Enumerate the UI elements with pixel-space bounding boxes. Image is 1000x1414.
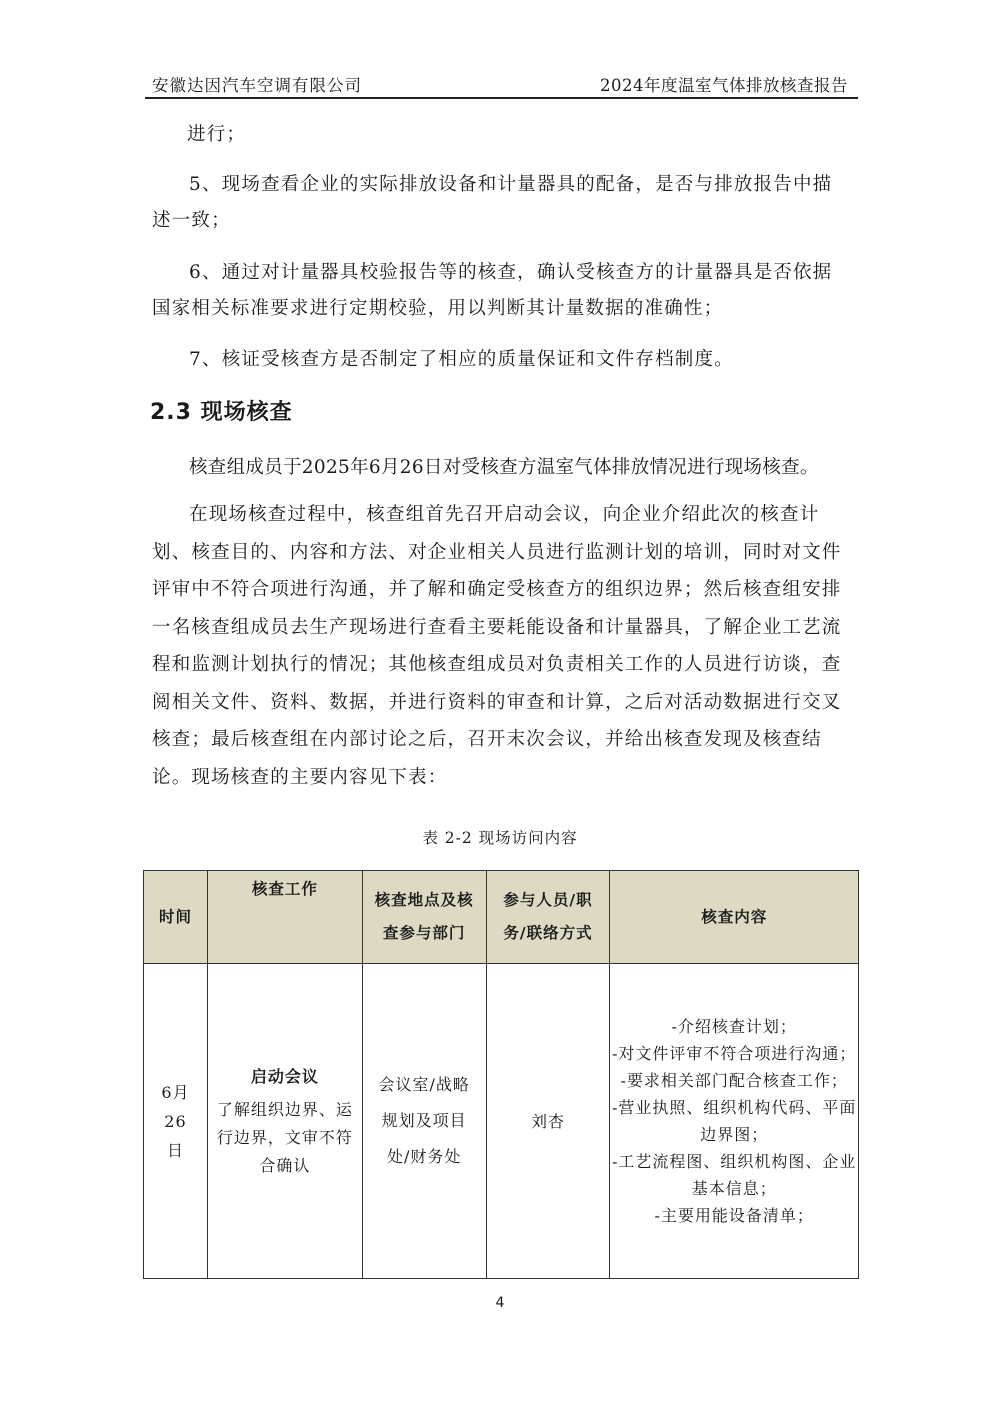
header-time: 时间 [144,871,208,964]
content-item: -对文件评审不符合项进行沟通； [611,1044,857,1063]
visit-table [143,870,859,1279]
header-company: 安徽达因汽车空调有限公司 [152,76,362,95]
header-people: 参与人员/职务/联络方式 [486,871,610,964]
row-content [610,964,859,1279]
body-item-7: 7、核证受核查方是否制定了相应的质量保证和文件存档制度。 [189,349,734,370]
content-item: -介绍核查计划； [671,1017,797,1036]
header-content: 核查内容 [610,871,859,964]
section-para-2: 在现场核查过程中，核查组首先召开启动会议，向企业介绍此次的核查计划、核查目的、内容和方法、对企业相关人员进行监测计划的培训，同时对文件评审中不符合项进行沟通，并了解和确定受核查方的组织边界；然后核查组安排一名核查组成员去生产现场进行查看主要耗能设备和计量器具，了解企业工艺流程和监测计划执行的情况；其他核查组成员对负责相关工作的人员进行访谈，查阅相关文件、资料、数据，并进行资料的审查和计算，之后对活动数据进行交叉核查；最后核查组在内部讨论之后，召开末次会议，并给出核查发现及核查结论。现场核查的主要内容见下表： [152,504,842,788]
row-time: 6月26日 [144,964,208,1279]
body-item-6: 6、通过对计量器具校验报告等的核查，确认受核查方的计量器具是否依据国家相关标准要求进行定期校验，用以判断其计量数据的准确性； [152,262,833,319]
header-location: 核查地点及核查参与部门 [362,871,486,964]
section-para-1: 核查组成员于2025年6月26日对受核查方温室气体排放情况进行现场核查。 [189,457,819,478]
row-work [207,964,362,1279]
page-number: 4 [495,1295,505,1311]
header-rule [145,97,858,99]
body-line-continued: 进行； [187,124,247,145]
row-work-desc: 了解组织边界、运行边界，文审不符合确认 [216,1099,353,1175]
table-caption: 表 2-2 现场访问内容 [422,829,578,847]
header-report-title: 2024年度温室气体排放核查报告 [600,76,848,95]
row-work-title: 启动会议 [250,1066,319,1086]
body-item-5: 5、现场查看企业的实际排放设备和计量器具的配备，是否与排放报告中描述一致； [152,174,833,231]
table-row [144,964,859,1279]
content-item: -要求相关部门配合核查工作； [620,1071,848,1090]
header-work: 核查工作 [207,871,362,964]
row-location: 会议室/战略规划及项目处/财务处 [362,964,486,1279]
row-people: 刘杏 [486,964,610,1279]
section-title: 2.3 现场核查 [150,400,293,425]
content-item: -营业执照、组织机构代码、平面边界图； [611,1098,857,1144]
content-item: -工艺流程图、组织机构图、企业基本信息； [611,1152,857,1198]
table-header-row [144,871,859,964]
content-item: -主要用能设备清单； [654,1206,814,1225]
